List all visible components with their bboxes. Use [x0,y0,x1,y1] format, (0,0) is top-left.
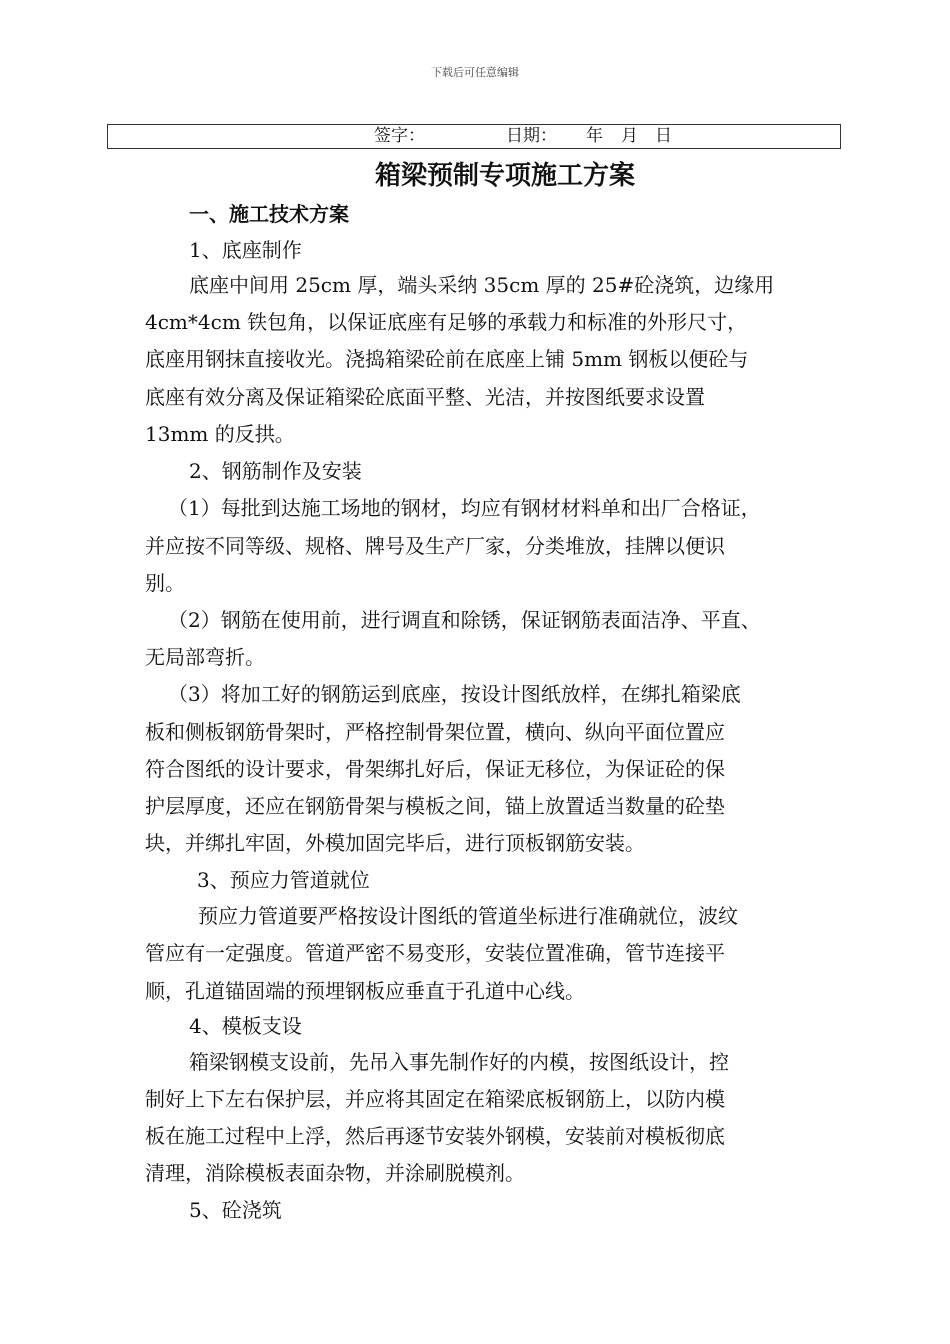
paragraph-line: 预应力管道要严格按设计图纸的管道坐标进行准确就位，波纹 [198,904,738,928]
subheading-formwork: 4、模板支设 [189,1014,302,1038]
paragraph-line: 清理，消除模板表面杂物，并涂刷脱模剂。 [145,1161,525,1185]
paragraph-line: 符合图纸的设计要求，骨架绑扎好后，保证无移位，为保证砼的保 [145,757,725,781]
download-note: 下载后可任意编辑 [431,66,519,79]
paragraph-line: 底座中间用 25cm 厚，端头采纳 35cm 厚的 25#砼浇筑，边缘用 [189,273,775,297]
paragraph-line: 无局部弯折。 [145,645,265,669]
paragraph-line: 板和侧板钢筋骨架时，严格控制骨架位置，横向、纵向平面位置应 [145,720,725,744]
paragraph-line: 制好上下左右保护层，并应将其固定在箱梁底板钢筋上，以防内模 [145,1087,725,1111]
paragraph-line: 4cm*4cm 铁包角，以保证底座有足够的承载力和标准的外形尺寸， [145,310,748,334]
paragraph-line: 块，并绑扎牢固，外模加固完毕后，进行顶板钢筋安装。 [145,831,645,855]
paragraph-line: 管应有一定强度。管道严密不易变形，安装位置准确，管节连接平 [145,941,725,965]
paragraph-line: 底座用钢抹直接收光。浇捣箱梁砼前在底座上铺 5mm 钢板以便砼与 [145,347,749,371]
paragraph-line: 板在施工过程中上浮，然后再逐节安装外钢模，安装前对模板彻底 [145,1124,725,1148]
section-heading: 一、施工技术方案 [189,202,349,226]
paragraph-line: 并应按不同等级、规格、牌号及生产厂家，分类堆放，挂牌以便识 [145,534,725,558]
date-label: 日期： [506,126,557,146]
signature-label: 签字： [374,126,425,146]
paragraph-line: 13mm 的反拱。 [145,422,295,446]
month-label: 月 [621,126,638,146]
subheading-prestress-duct: 3、预应力管道就位 [197,868,370,892]
paragraph-line: 箱梁钢模支设前，先吊入事先制作好的内模，按图纸设计，控 [189,1050,729,1074]
document-title: 箱梁预制专项施工方案 [374,161,635,191]
paragraph-line: 顺，孔道锚固端的预埋钢板应垂直于孔道中心线。 [145,979,585,1003]
signature-date-row [107,124,841,149]
paragraph-line: （2）钢筋在使用前，进行调直和除锈，保证钢筋表面洁净、平直、 [168,608,761,632]
paragraph-line: （1）每批到达施工场地的钢材，均应有钢材材料单和出厂合格证， [168,496,761,520]
paragraph-line: 别。 [145,571,185,595]
paragraph-line: 底座有效分离及保证箱梁砼底面平整、光洁，并按图纸要求设置 [145,385,705,409]
day-label: 日 [655,126,672,146]
subheading-base-fabrication: 1、底座制作 [189,238,302,262]
year-label: 年 [586,126,603,146]
paragraph-line: 护层厚度，还应在钢筋骨架与模板之间，锚上放置适当数量的砼垫 [145,794,725,818]
subheading-rebar: 2、钢筋制作及安装 [189,459,362,483]
paragraph-line: （3）将加工好的钢筋运到底座，按设计图纸放样，在绑扎箱梁底 [168,682,741,706]
subheading-concrete-pouring: 5、砼浇筑 [189,1198,282,1222]
